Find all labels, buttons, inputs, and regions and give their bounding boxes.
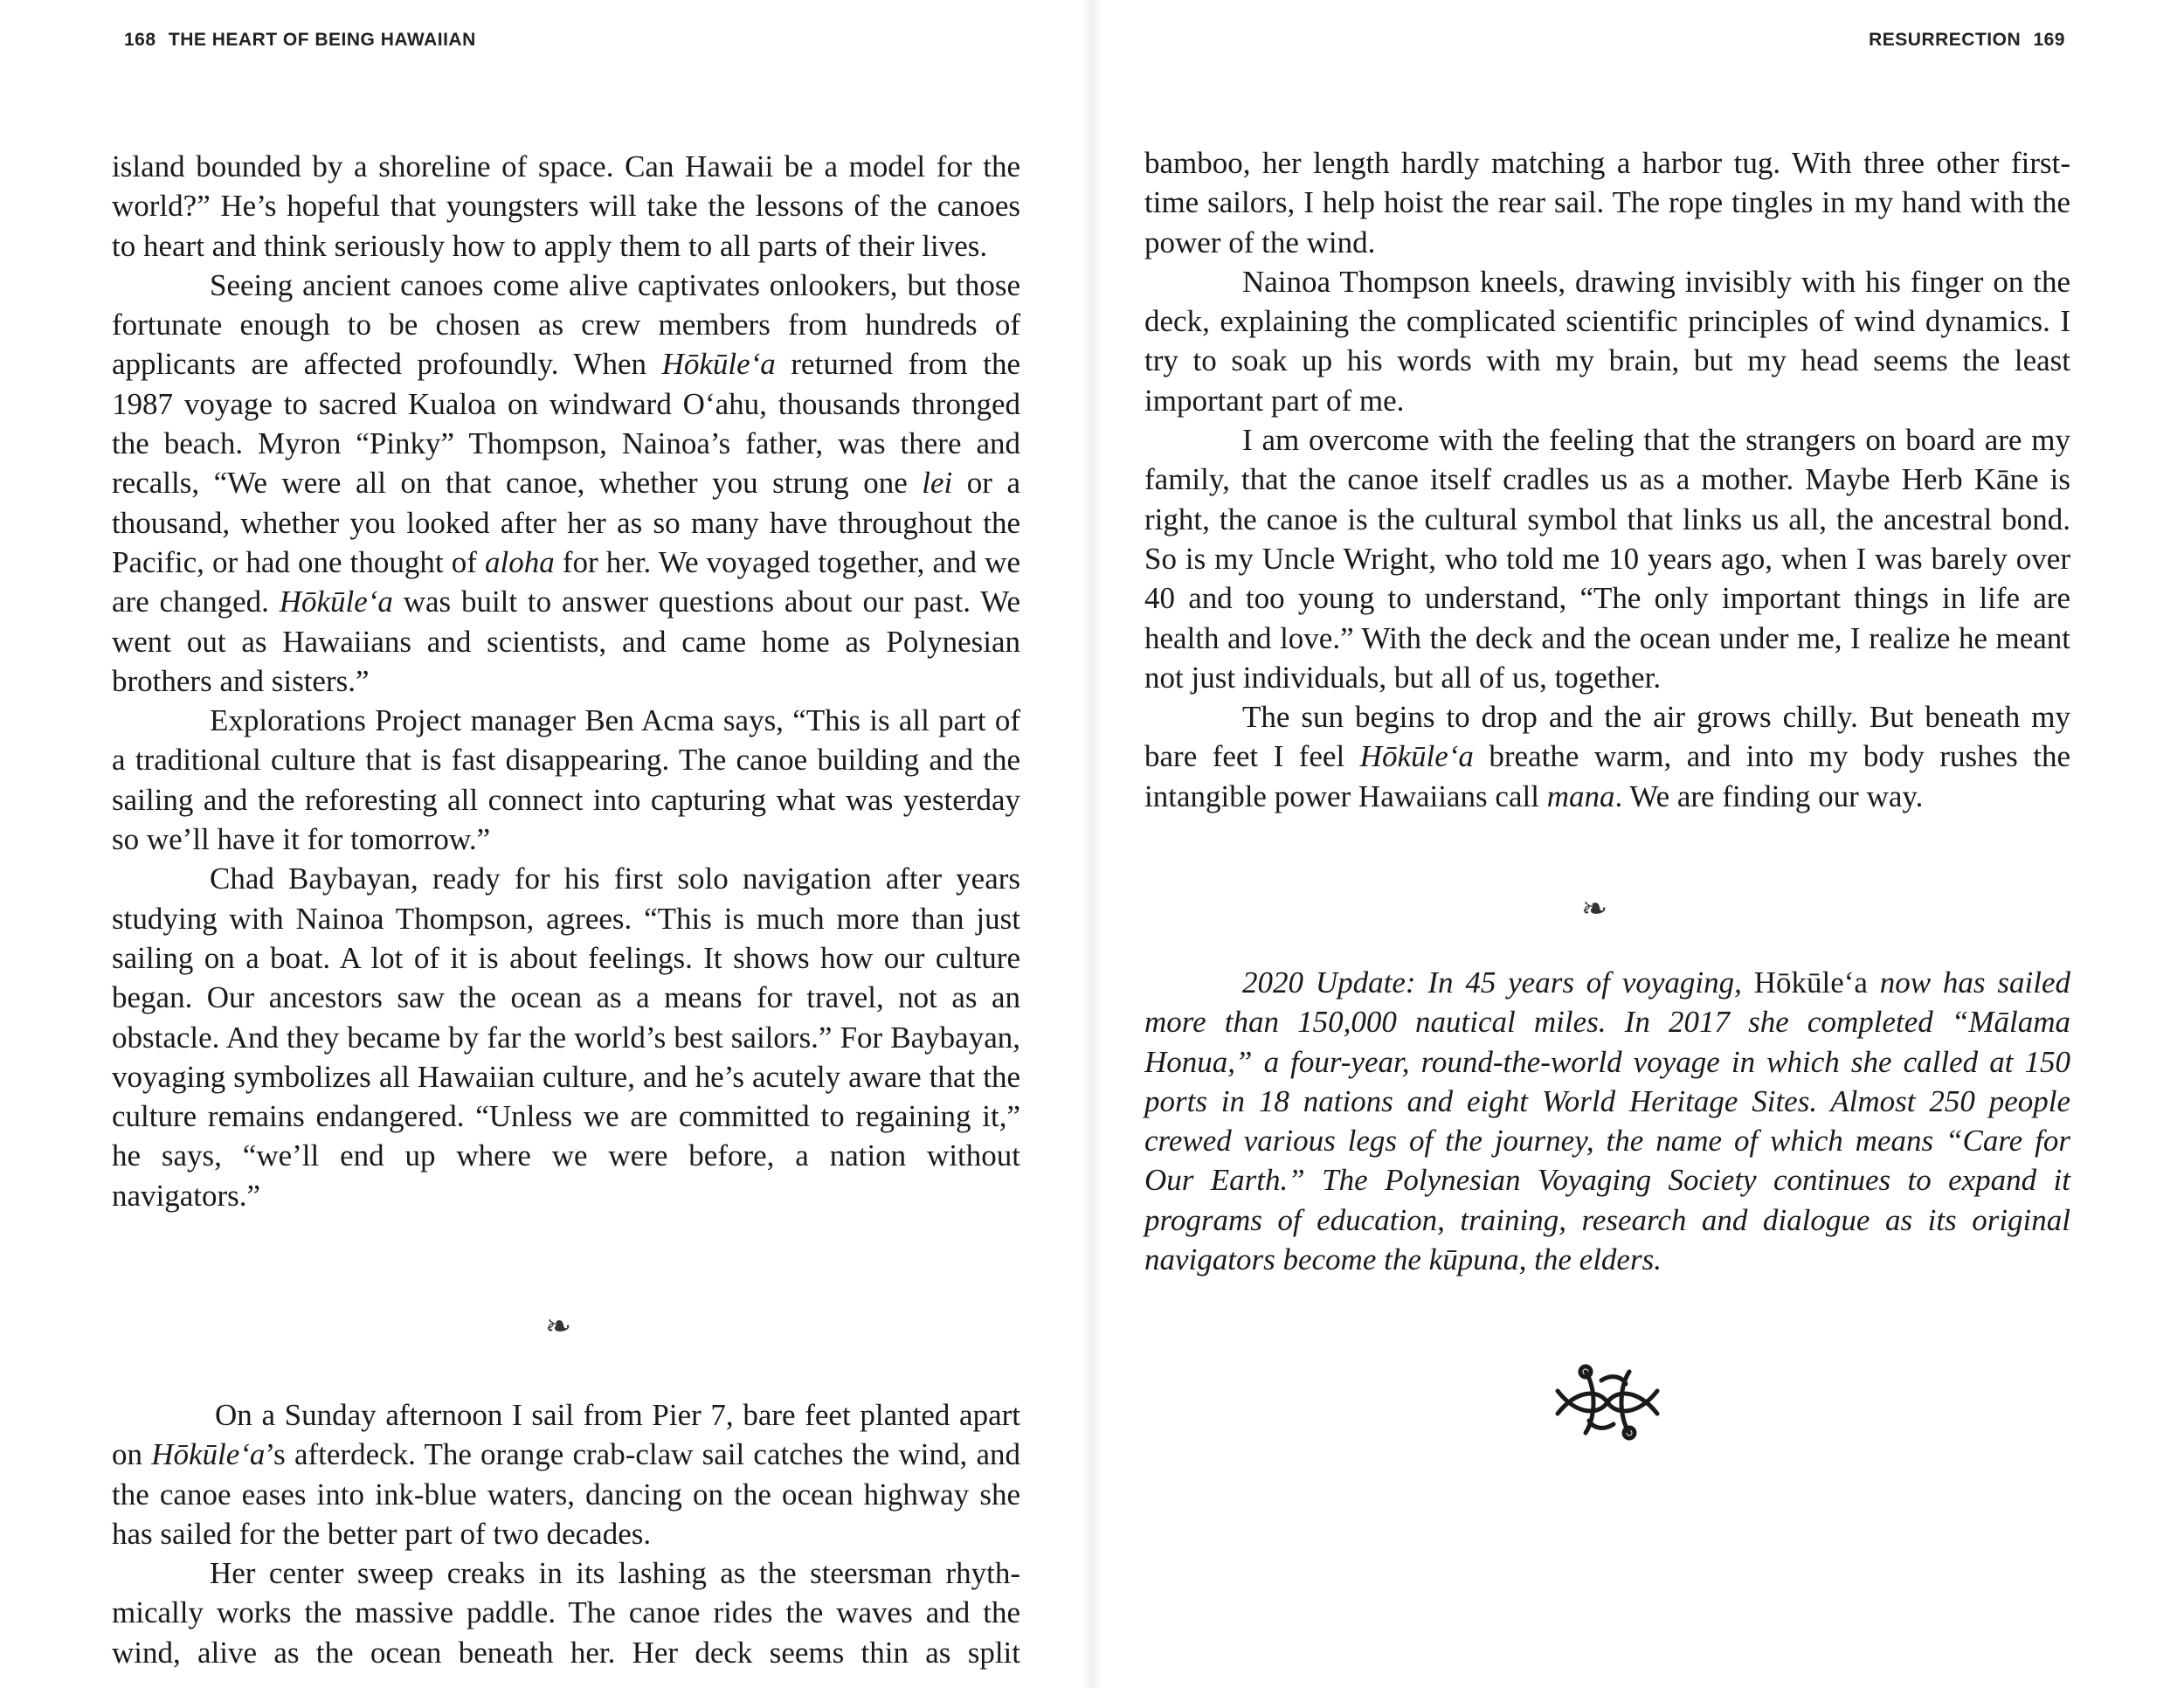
right-text-block-1 xyxy=(1144,143,2070,816)
paragraph: Chad Baybayan, ready for his first solo navigation after years studying with Nainoa Thompson, agrees. “This is much more than just sailing on a boat. A lot of it is about feelings. It shows how our culture began. Our ancestors saw the ocean as a means for travel, not as an obstacle. And they became by far the world’s best sailors.” For Baybayan, voyaging symbolizes all Hawaiian culture, and he’s acutely aware that the culture remains endangered. “Unless we are committed to regaining it,” he says, “we’ll end up where we were before, a nation without navigators.” xyxy=(112,861,1020,1213)
update-note xyxy=(1144,963,2070,1279)
left-text-block-2 xyxy=(112,1395,1020,1672)
running-title-right: RESURRECTION xyxy=(1869,30,2022,50)
running-title-left: THE HEART OF BEING HAWAIIAN xyxy=(168,30,476,50)
paragraph: Explorations Project manager Ben Acma says, “This is all part of a traditional culture that is fast disappearing. The canoe building and the sailing and the reforesting all connect into capturing what was yesterday so we’ll have it for tomorrow.” xyxy=(112,703,1020,857)
fleuron-icon: ❧ xyxy=(545,1309,572,1345)
update-paragraph: 2020 Update: In 45 years of voyaging, Hōkūle‘a now has sailed more than 150,000 nautical miles. In 2017 she completed “Mālama Honua,” a four-year, round-the-world voyage in which she called at 150 ports in 18 nations and eight World Heritage Sites. Almost 250 people crewed various legs of the journey, the name of which means “Care for Our Earth.” The Polynesian Voyaging Society continues to expand it programs of education, training, research and dialogue as its original navigators become the kūpuna, the elders. xyxy=(1144,965,2070,1277)
paragraph: I am overcome with the feeling that the strangers on board are my family, that the canoe itself cradles us as a mother. Maybe Herb Kāne is right, the canoe is the cultural symbol that links us all, the ancestral bond. So is my Uncle Wright, who told me 10 years ago, when I was barely over 40 and too young to understand, “The only important things in life are health and love.” With the deck and the ocean under me, I realize he meant not just individuals, but all of us, together. xyxy=(1144,423,2070,695)
page-number-left: 168 xyxy=(124,30,156,50)
fleuron-icon: ❧ xyxy=(1581,891,1608,927)
paragraph: On a Sunday afternoon I sail from Pier 7, bare feet planted apart on Hōkūle‘a’s afterdeck. The orange crab-claw sail catches the wind, and the canoe eases into ink-blue waters, dancing on the ocean highway she has sailed for the better part of two decades. xyxy=(112,1398,1021,1551)
right-page xyxy=(1092,0,2184,1688)
left-text-block-1 xyxy=(112,147,1020,1215)
paragraph: Nainoa Thompson kneels, drawing invisibly with his finger on the deck, explaining the complicated scientific principles of wind dynamics. I try to soak up his words with my brain, but my head seems the least important part of me. xyxy=(1144,264,2070,418)
paragraph: The sun begins to drop and the air grows chilly. But beneath my bare feet I feel Hōkūle‘a breathe warm, and into my body rushes the intangible power Hawaiians call mana. We are finding our way. xyxy=(1144,700,2070,813)
paragraph: island bounded by a shoreline of space. Can Hawaii be a model for the world?” He’s hopeful that youngsters will take the lessons of the canoes to heart and think seriously how to apply them to all parts of their lives. xyxy=(112,149,1020,263)
running-head-left xyxy=(117,30,476,51)
paragraph: Her center sweep creaks in its lashing as the steersman rhythmically works the massive paddle. The canoe rides the waves and the wind, alive as the ocean beneath her. Her deck seems thin as split xyxy=(112,1556,1020,1670)
paragraph: bamboo, her length hardly matching a harbor tug. With three other first-time sailors, I help hoist the rear sail. The rope tingles in my hand with the power of the wind. xyxy=(1144,146,2070,259)
page-number-right: 169 xyxy=(2033,30,2065,50)
paragraph: Seeing ancient canoes come alive captivates onlookers, but those fortunate enough to be chosen as crew members from hundreds of applicants are affected profoundly. When Hōkūle‘a returned from the 1987 voyage to sacred Kualoa on windward O‘ahu, thousands thronged the beach. Myron “Pinky” Thompson, Nainoa’s father, was there and recalls, “We were all on that canoe, whether you strung one lei or a thousand, whether you looked after her as so many have throughout the Pacific, or had one thought of aloha for her. We voyaged together, and we are changed. Hōkūle‘a was built to answer questions about our past. We went out as Hawaiians and scientists, and came home as Polynesian brothers and sisters.” xyxy=(112,267,1020,698)
running-head-right xyxy=(1869,30,2072,51)
knot-ornament-icon xyxy=(1551,1363,1664,1442)
